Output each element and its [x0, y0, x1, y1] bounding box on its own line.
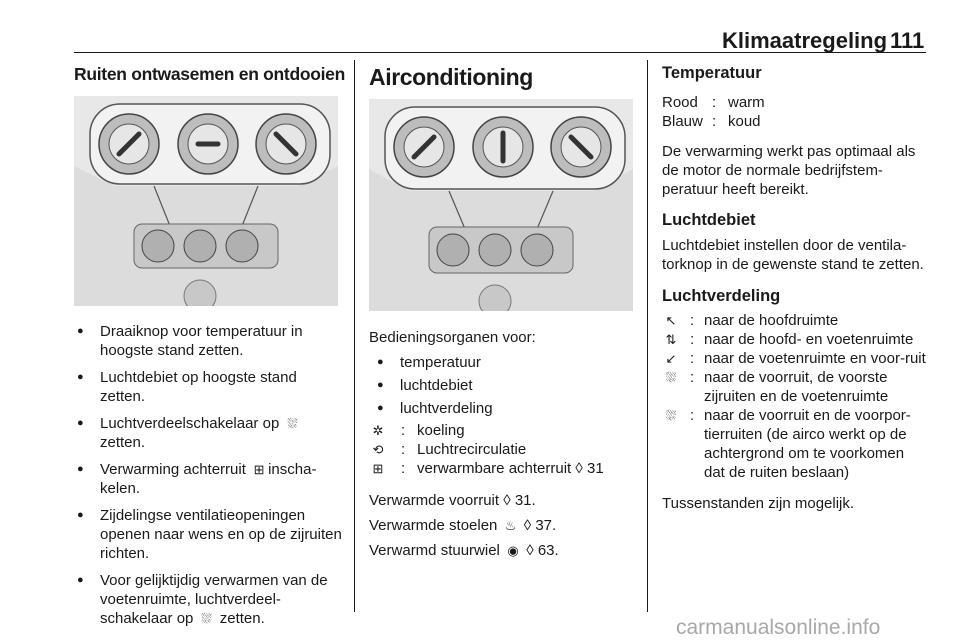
watermark: carmanualsonline.info — [676, 616, 881, 639]
list-item: ● Voor gelijktijdig verwarmen van de voetenruimte, luchtverdeel-schakelaar op ⛆ zetten. — [74, 571, 346, 628]
column-temperature — [662, 64, 928, 513]
windshield-defrost-icon: ⛆ — [287, 416, 298, 431]
column-divider-2 — [647, 60, 648, 612]
section-heading-distribution: Luchtverdeling — [662, 287, 781, 305]
section-heading-defrost: Ruiten ontwasemen en ontdooien — [74, 64, 346, 84]
page-header-title: Klimaatregeling — [722, 28, 888, 53]
defrost-steps-list — [74, 322, 346, 628]
closing-note: Tussenstanden zijn mogelijk. — [662, 495, 855, 512]
controls-list — [374, 353, 633, 418]
temperature-note: De verwarming werkt pas optimaal als de motor de normale bedrijfstem-peratuur heeft bereikt. — [662, 143, 916, 198]
rear-window-heater-icon: ⊞ — [372, 461, 384, 476]
heated-steering-wheel-icon: ◉ — [507, 543, 519, 558]
windshield-footwell-icon: ⛆ — [201, 611, 212, 626]
heated-seat-icon: ♨ — [504, 518, 517, 533]
header-rule — [74, 52, 926, 53]
temperature-legend: Rood : warm Blauw : koud — [662, 94, 765, 130]
head-icon: ↖ — [665, 313, 677, 328]
windshield-footwell-icon: ⛆ — [665, 370, 677, 385]
column-defrost — [74, 64, 346, 628]
list-item: ● Luchtverdeelschakelaar op ⛆ zetten. — [74, 414, 346, 452]
list-item: ● Luchtdebiet op hoogste stand zetten. — [74, 368, 346, 406]
list-item: ● Verwarming achterruit ⊞ inscha-kelen. — [74, 460, 346, 498]
cross-ref-steering: Verwarmd stuurwiel ◉ ◊ 63. — [369, 542, 559, 559]
page-ref-icon: ◊ — [575, 460, 583, 477]
windshield-defrost-icon: ⛆ — [665, 408, 677, 423]
climate-panel-illustration — [74, 96, 338, 306]
head-foot-icon: ⇅ — [665, 332, 677, 347]
list-item: ● Draaiknop voor temperatuur in hoogste stand zetten. — [74, 322, 346, 360]
list-item: ● Zijdelingse ventilatieopeningen openen naar wens en op de zijruiten richten. — [74, 506, 346, 563]
ac-legend: ✲ : koeling ⟲ : Luchtrecirculatie ⊞ : verwarmbare achterruit ◊ 31 — [369, 421, 633, 478]
page-ref-icon: ◊ — [503, 492, 511, 509]
page-number: 111 — [890, 28, 925, 53]
section-heading-temperature: Temperatuur — [662, 64, 762, 82]
airflow-note: Luchtdebiet instellen door de ventila-torknop in de gewenste stand te zetten. — [662, 237, 924, 273]
section-heading-airflow: Luchtdebiet — [662, 211, 756, 229]
distribution-legend: ↖ : naar de hoofdruimte ⇅ : naar de hoofd- en voetenruimte ↙ : naar de voetenruimte en voor-ruit ⛆ : naar de voorruit, de voorste zijruiten en de voetenruimte ⛆ : naar de voorruit en de voorpor-tierruiten (de airco werkt op de achtergrond om te voorkomen dat de ruiten beslaan) — [662, 311, 928, 482]
snowflake-icon: ✲ — [372, 423, 384, 438]
page-ref-icon: ◊ — [526, 542, 534, 559]
column-divider-1 — [354, 60, 355, 612]
list-item: ● luchtverdeling — [374, 399, 633, 418]
rear-window-heater-icon: ⊞ — [253, 462, 265, 477]
page-ref-icon: ◊ — [523, 517, 532, 534]
cross-ref-seats: Verwarmde stoelen ♨ ◊ 37. — [369, 517, 557, 534]
column-airconditioning — [369, 64, 633, 560]
climate-panel-illustration-ac — [369, 99, 633, 311]
list-item: ● luchtdebiet — [374, 376, 633, 395]
foot-icon: ↙ — [665, 351, 677, 366]
recirculation-icon: ⟲ — [372, 442, 384, 457]
list-item: ● temperatuur — [374, 353, 633, 372]
controls-intro: Bedieningsorganen voor: — [369, 329, 536, 346]
section-heading-airconditioning: Airconditioning — [369, 64, 533, 90]
cross-ref-windshield: Verwarmde voorruit ◊ 31. — [369, 492, 536, 509]
